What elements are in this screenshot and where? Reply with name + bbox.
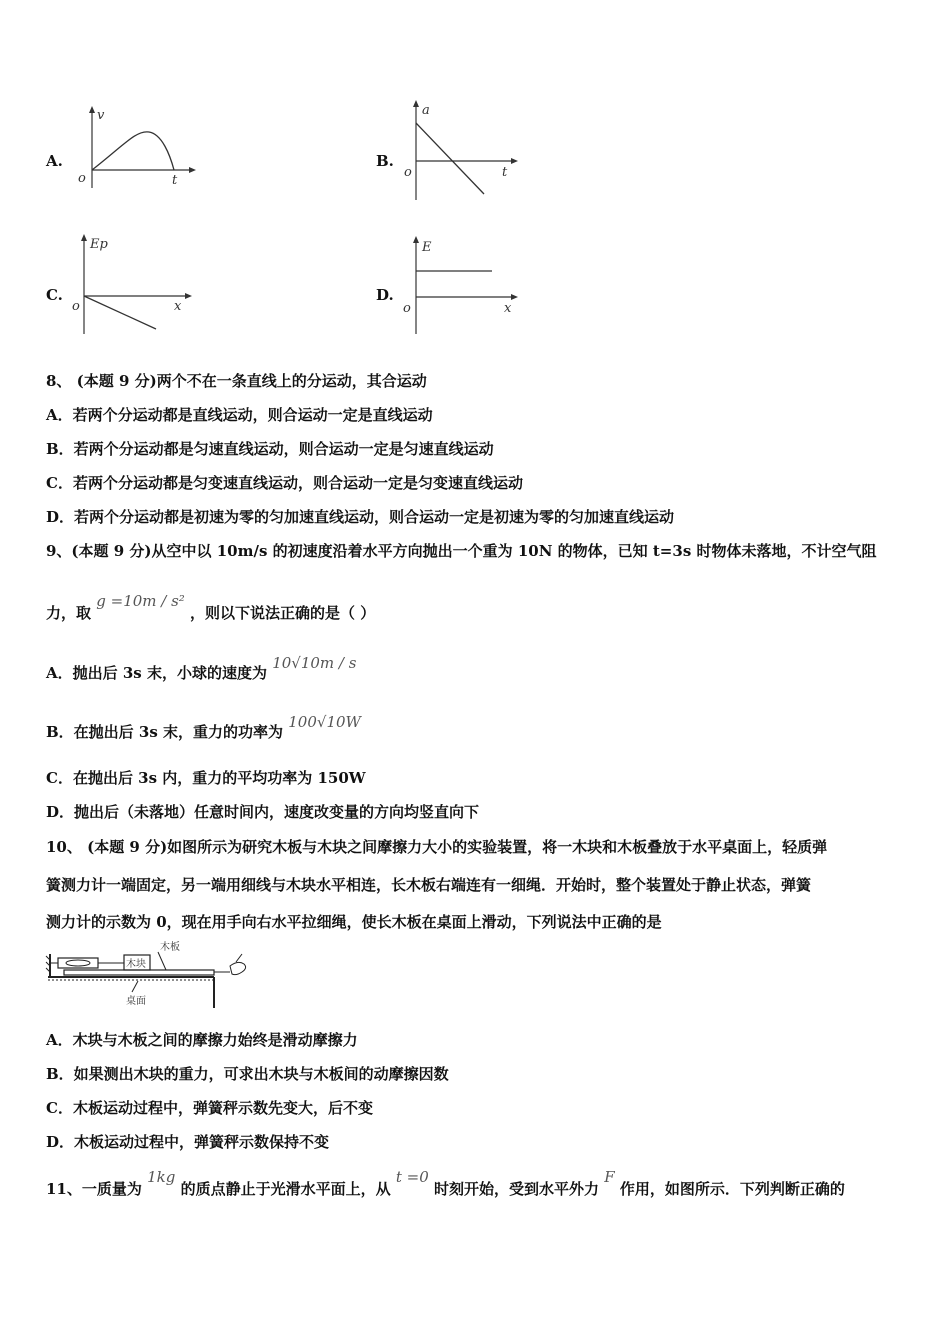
q10-block-label: 木块 xyxy=(126,959,146,970)
q10-stem-line2: 簧测力计一端固定，另一端用细线与木块水平相连，长木板右端连有一细绳．开始时，整个装置处于静止状态，弹簧 xyxy=(46,876,812,894)
q10-board-label: 木板 xyxy=(160,942,180,953)
q9-option-a-text: A．抛出后 3s 末，小球的速度为 xyxy=(46,664,267,682)
q9-option-a-formula: 10√10m / s xyxy=(272,654,357,672)
q9-stem-pre: 力，取 xyxy=(46,604,92,622)
q10-stem-line1: 10、 (本题 9 分)如图所示为研究木板与木块之间摩擦力大小的实验装置，将一木块和木板叠放于水平桌面上，轻质弹 xyxy=(46,838,828,856)
graph-d-label: D. xyxy=(376,286,394,304)
q9-option-b-text: B．在抛出后 3s 末，重力的功率为 xyxy=(46,723,284,741)
q9-option-a xyxy=(46,654,357,683)
q9-option-b xyxy=(46,713,361,742)
q8-option-d: D．若两个分运动都是初速为零的匀加速直线运动，则合运动一定是初速为零的匀加速直线运动 xyxy=(46,508,675,526)
q11-post: 作用，如图所示．下列判断正确的 xyxy=(619,1180,845,1198)
q11-mass: 1kg xyxy=(147,1168,176,1186)
graph-c-y-label: Ep xyxy=(90,237,108,252)
q10-apparatus-figure xyxy=(44,940,254,1010)
graph-a-y-label: v xyxy=(97,108,105,123)
q9-stem-post: ，则以下说法正确的是（ ） xyxy=(190,604,376,622)
q9-g-formula: g =10m / s² xyxy=(96,592,185,610)
q11-pre: 11、一质量为 xyxy=(46,1180,142,1198)
q11-mid2: 时刻开始，受到水平外力 xyxy=(434,1180,600,1198)
graph-d-energy-line xyxy=(400,234,530,336)
q10-option-a: A．木块与木板之间的摩擦力始终是滑动摩擦力 xyxy=(46,1031,358,1049)
graph-b-x-label: t xyxy=(502,165,508,180)
q9-stem-line1: 9、(本题 9 分)从空中以 10m/s 的初速度沿着水平方向抛出一个重为 10N 的物体，已知 t=3s 时物体未落地，不计空气阻 xyxy=(46,542,877,560)
graph-b-origin: o xyxy=(404,165,412,180)
q8-stem: 8、 (本题 9 分)两个不在一条直线上的分运动，其合运动 xyxy=(46,372,427,390)
graph-c-label: C. xyxy=(46,286,63,304)
graph-d-y-label: E xyxy=(422,240,432,255)
q9-option-b-formula: 100√10W xyxy=(288,713,361,731)
q8-option-c: C．若两个分运动都是匀变速直线运动，则合运动一定是匀变速直线运动 xyxy=(46,474,523,492)
q10-desk-label: 桌面 xyxy=(126,996,146,1007)
graph-b-label: B. xyxy=(376,152,394,170)
graph-a-velocity-curve xyxy=(74,100,204,192)
q10-option-c: C．木板运动过程中，弹簧秤示数先变大，后不变 xyxy=(46,1099,373,1117)
graph-d-x-label: x xyxy=(504,301,512,316)
q10-stem-line3: 测力计的示数为 0，现在用手向右水平拉细绳，使长木板在桌面上滑动，下列说法中正确的是 xyxy=(46,913,662,931)
graph-c-potential-energy-line xyxy=(70,232,200,336)
q10-option-d: D．木板运动过程中，弹簧秤示数保持不变 xyxy=(46,1133,330,1151)
q11-force: F xyxy=(604,1168,615,1186)
graph-a-origin: o xyxy=(78,171,86,186)
q9-stem-line2 xyxy=(46,592,376,623)
graph-b-acceleration-line xyxy=(400,98,530,202)
q11-time: t =0 xyxy=(395,1168,429,1186)
q10-option-b: B．如果测出木块的重力，可求出木块与木板间的动摩擦因数 xyxy=(46,1065,449,1083)
graph-a-label: A. xyxy=(46,152,63,170)
q8-option-b: B．若两个分运动都是匀速直线运动，则合运动一定是匀速直线运动 xyxy=(46,440,494,458)
graph-c-x-label: x xyxy=(174,299,182,314)
q8-option-a: A．若两个分运动都是直线运动，则合运动一定是直线运动 xyxy=(46,406,433,424)
q11-stem xyxy=(46,1168,845,1199)
q11-mid1: 的质点静止于光滑水平面上，从 xyxy=(180,1180,391,1198)
graph-a-x-label: t xyxy=(172,173,178,188)
q9-option-c: C．在抛出后 3s 内，重力的平均功率为 150W xyxy=(46,769,366,787)
q9-option-d: D．抛出后（未落地）任意时间内，速度改变量的方向均竖直向下 xyxy=(46,803,480,821)
graph-b-y-label: a xyxy=(422,103,430,118)
graph-d-origin: o xyxy=(403,301,411,316)
graph-c-origin: o xyxy=(72,299,80,314)
